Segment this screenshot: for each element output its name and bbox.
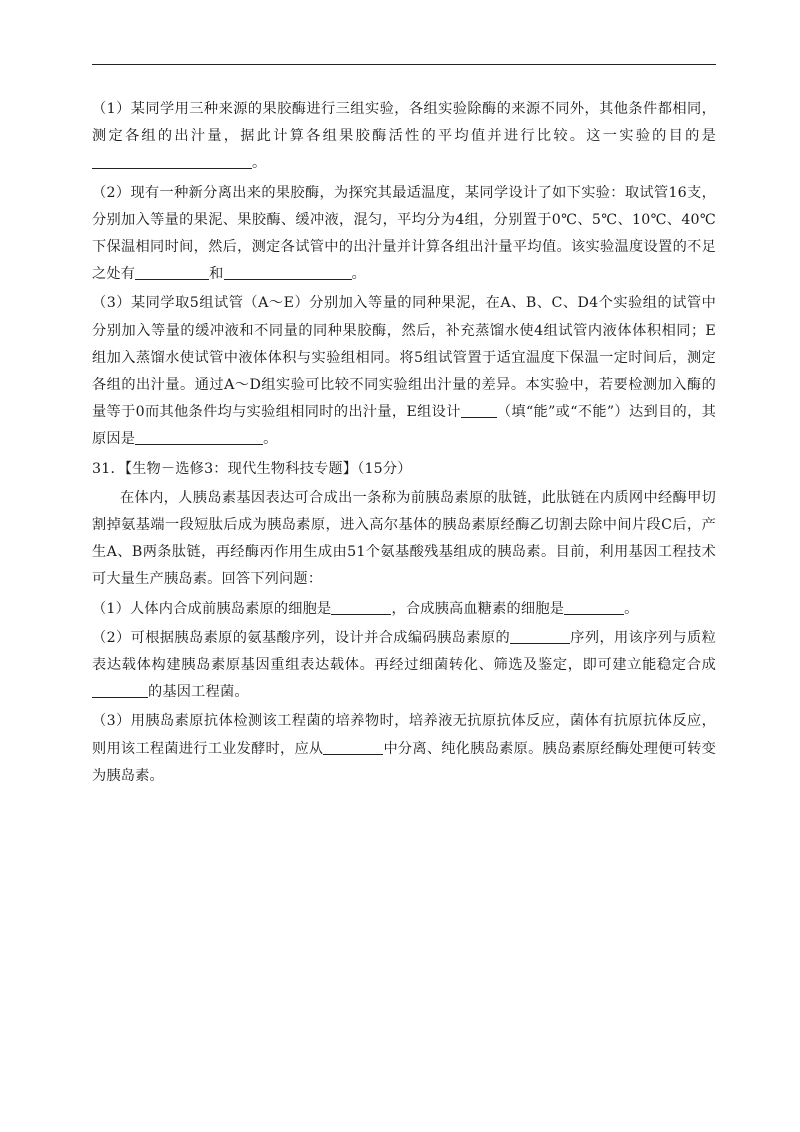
q3-answer-blank-2[interactable] xyxy=(135,430,263,445)
q31-sub2-text-a: （2）可根据胰岛素原的氨基酸序列，设计并合成编码胰岛素原的 xyxy=(92,629,511,646)
q1-text: （1）某同学用三种来源的果胶酶进行三组实验，各组实验除酶的来源不同外，其他条件都相同，测定各组的出汁量，据此计算各组果胶酶活性的平均值并进行比较。这一实验的目的是 xyxy=(92,101,716,145)
question-31-sub3 xyxy=(92,708,716,790)
q31-sub3-blank[interactable] xyxy=(323,740,383,755)
q3-reason: （填“能”或“不能”）达到目的，其原因是 xyxy=(92,404,716,448)
q2-and: 和 xyxy=(209,266,224,283)
q31-sub1-blank-2[interactable] xyxy=(564,600,624,615)
q3-text: （3）某同学取5组试管（A～E）分别加入等量的同种果泥，在A、B、C、D4个实验组的试管中分别加入等量的缓冲液和不同量的同种果胶酶，然后，补充蒸馏水使4组试管内液体体积相同；E组加入蒸馏水使试管中液体体积与实验组相同。将5组试管置于适宜温度下保温一定时间后，测定各组的出汁量。通过A～D组实验可比较不同实验组出汁量的差异。本实验中，若要检测加入酶的量等于0而其他条件均与实验组相同时的出汁量，E组设计 xyxy=(92,295,716,421)
q31-sub2-text-c: 的基因工程菌。 xyxy=(148,684,249,701)
q2-end: 。 xyxy=(351,266,366,283)
q31-sub1-text-a: （1）人体内合成前胰岛素原的细胞是 xyxy=(92,600,332,617)
q31-sub2-blank-1[interactable] xyxy=(510,629,570,644)
question-1 xyxy=(92,96,716,178)
question-31-intro: 在体内，人胰岛素基因表达可合成出一条称为前胰岛素原的肽链，此肽链在内质网中经酶甲切割掉氨基端一段短肽后成为胰岛素原，进入高尔基体的胰岛素原经酶乙切割去除中间片段C后，产生A、B两条肽链，再经酶丙作用生成由51个氨基酸残基组成的胰岛素。目前，利用基因工程技术可大量生产胰岛素。回答下列问题： xyxy=(92,489,716,588)
document-page xyxy=(92,96,716,792)
q31-sub3-text-a: （3）用胰岛素原抗体检测该工程菌的培养物时，培养液无抗原抗体反应，菌体有抗原抗体反应，则用该工程菌进行工业发酵时，应从 xyxy=(92,713,716,757)
q31-sub1-end: 。 xyxy=(624,600,639,617)
question-31-sub1 xyxy=(92,596,716,623)
question-2 xyxy=(92,180,716,289)
q31-sub3-text-b: 中分离、纯化胰岛素原。胰岛素原经酶处理便可转变为胰岛素。 xyxy=(92,740,717,784)
header-rule xyxy=(92,64,716,65)
q31-sub2-blank-2-cont[interactable] xyxy=(120,683,148,698)
q3-answer-blank-1[interactable] xyxy=(461,403,497,418)
question-3 xyxy=(92,290,716,453)
question-31-sub2 xyxy=(92,625,716,707)
q1-answer-blank[interactable] xyxy=(92,154,192,169)
q2-text: （2）现有一种新分离出来的果胶酶，为探究其最适温度，某同学设计了如下实验：取试管16支，分别加入等量的果泥、果胶酶、缓冲液，混匀，平均分为4组，分别置于0℃、5℃、10℃、40℃下保温相同时间，然后，测定各试管中的出汁量并计算各组出汁量平均值。该实验温度设置的不足之处有 xyxy=(92,184,716,283)
q1-end: 。 xyxy=(252,155,267,172)
q31-sub1-text-b: ，合成胰高血糖素的细胞是 xyxy=(391,600,565,617)
q31-sub1-blank-1[interactable] xyxy=(331,600,391,615)
q2-answer-blank-1[interactable] xyxy=(135,265,209,280)
q1-answer-blank-cont[interactable] xyxy=(192,154,252,169)
q3-end: 。 xyxy=(263,431,278,448)
question-31-heading: 31．【生物－选修3：现代生物科技专题】（15分） xyxy=(92,460,412,477)
q31-sub2-text-b: 序列，用该序列与质粒表达载体构建胰岛素原基因重组表达载体。再经过细菌转化、筛选及鉴定，即可建立能稳定合成 xyxy=(92,629,716,674)
q31-sub2-blank-2[interactable] xyxy=(92,683,120,698)
q2-answer-blank-2[interactable] xyxy=(224,265,352,280)
